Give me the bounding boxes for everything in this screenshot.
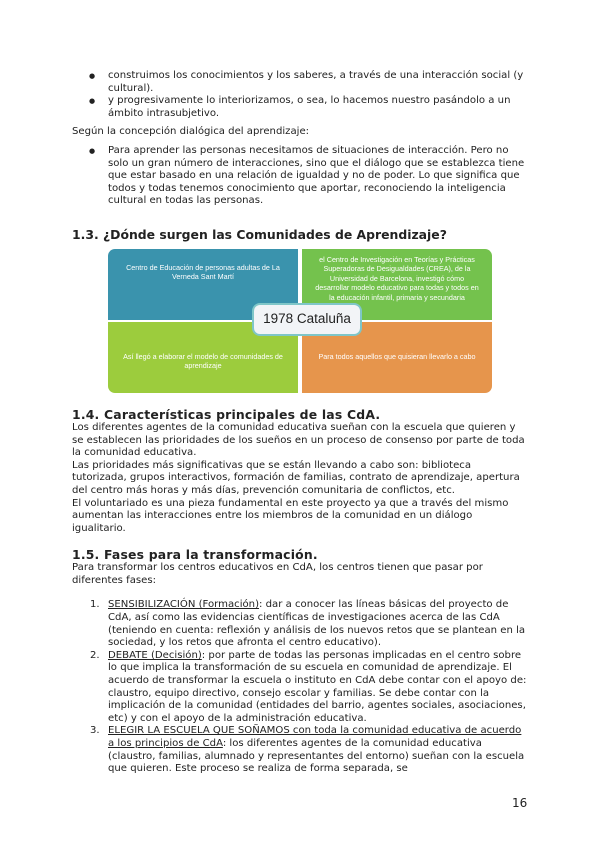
bullet-list-concepcion: [72, 145, 528, 208]
list-number: 3.: [90, 725, 100, 737]
paragraph: El voluntariado es una pieza fundamental en este proyecto ya que a través del mismo aumentan las interacciones entre los miembros de la comunidad en un diálogo igualitario.: [72, 497, 509, 534]
list-item: [72, 650, 528, 726]
paragraph: Para transformar los centros educativos en CdA, los centros tienen que pasar por diferentes fases:: [72, 562, 483, 586]
phase-text: : los diferentes agentes de la comunidad educativa (claustro, familias, alumnado y representantes del entorno) sueñan con la escuela que quieren. Este proceso se realiza de forma separada, se: [108, 738, 525, 775]
diagram-center-label: 1978 Cataluña: [252, 303, 362, 336]
section-1-3-title: 1.3. ¿Dónde surgen las Comunidades de Aprendizaje?: [72, 226, 447, 242]
page-content: [72, 70, 528, 776]
section-1-4-title: 1.4. Características principales de las CdA.: [72, 406, 381, 422]
list-number: 2.: [90, 649, 100, 661]
section-1-5-title: 1.5. Fases para la transformación.: [72, 547, 318, 563]
list-item: ● y progresivamente lo interiorizamos, o sea, lo hacemos nuestro pasándolo a un ámbito intrasubjetivo.: [72, 95, 528, 120]
phase-heading: DEBATE (Decisión): [108, 649, 202, 661]
diagram-quadrant-top-left: Centro de Educación de personas adultas de La Verneda Sant Martí: [108, 249, 298, 320]
bullet-list-top: [72, 70, 528, 120]
list-item: [72, 599, 528, 649]
paragraph: Las prioridades más significativas que se están llevando a cabo son: biblioteca tutorizada, grupos interactivos, formación de familias, contrato de aprendizaje, apertura del centro más horas y más días, prevención comunitaria de conflictos, etc.: [72, 459, 520, 496]
list-number: 1.: [90, 599, 100, 611]
origin-diagram: [108, 249, 492, 393]
phase-heading: SENSIBILIZACIÓN (Formación): [108, 599, 260, 611]
concepcion-intro: Según la concepción dialógica del aprendizaje:: [72, 126, 310, 138]
page-number: 16: [512, 796, 528, 810]
phases-list: [72, 599, 528, 775]
diagram-quadrant-top-right: el Centro de Investigación en Teorías y Prácticas Superadoras de Desigualdades (CREA), de la Universidad de Barcelona, investigó cómo desarrollar modelo educativo para todas y todos en la educación infantil, primaria y secundaria: [302, 249, 492, 320]
phase-text: : por parte de todas las personas implicadas en el centro sobre lo que implica la transformación de su escuela en comunidad de aprendizaje. El acuerdo de transformar la escuela o instituto en CdA debe contar con el apoyo de: claustro, equipo directivo, consejo escolar y familias. Se debe contar con la implicación de la comunidad (entidades del barrio, agentes sociales, asociaciones, etc) y con el apoyo de la administración educativa.: [108, 649, 527, 724]
phase-heading: ELEGIR LA ESCUELA QUE SOÑAMOS con toda la comunidad educativa de acuerdo a los principios de CdA: [108, 725, 522, 749]
list-item: ● construimos los conocimientos y los saberes, a través de una interacción social (y cultural).: [72, 70, 528, 95]
list-item: [72, 725, 528, 775]
phase-text: : dar a conocer las líneas básicas del proyecto de CdA, así como las evidencias científicas de investigaciones acerca de las CdA (teniendo en cuenta: reflexión y análisis de los nuevos retos que se plantean en la sociedad, y los retos que afronta el centro educativo).: [108, 599, 526, 649]
diagram-quadrant-bottom-left: Así llegó a elaborar el modelo de comunidades de aprendizaje: [108, 322, 298, 393]
paragraph: Los diferentes agentes de la comunidad educativa sueñan con la escuela que quieren y se establecen las prioridades de los sueños en un proceso de consenso por parte de toda la comunidad educativa.: [72, 421, 525, 459]
list-item: ● Para aprender las personas necesitamos de situaciones de interacción. Pero no solo un gran número de interacciones, sino que el diálogo que se establezca tiene que estar basado en una relación de igualdad y no de poder. Lo que significa que todos y todas tenemos conocimiento que aportar, reconociendo la inteligencia cultural en todas las personas.: [72, 145, 528, 208]
diagram-quadrant-bottom-right: Para todos aquellos que quisieran llevarlo a cabo: [302, 322, 492, 393]
